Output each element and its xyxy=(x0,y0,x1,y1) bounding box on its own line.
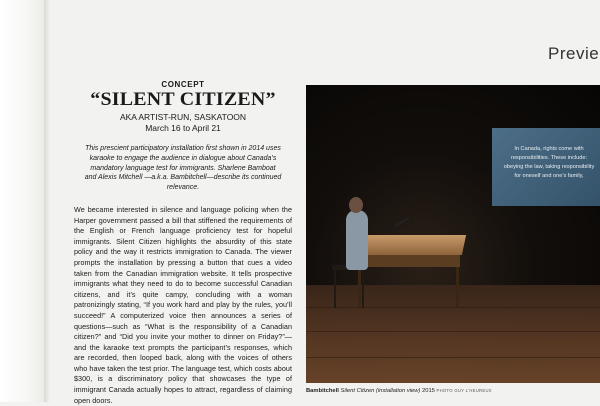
stool-leg xyxy=(362,270,364,308)
floor-plank xyxy=(306,357,600,358)
photo-floor xyxy=(306,285,600,383)
gutter-shadow xyxy=(44,0,50,402)
caption-work: Silent Citizen (installation view) xyxy=(340,388,421,394)
facing-page-edge xyxy=(0,0,44,402)
installation-photo xyxy=(306,85,600,383)
desk-top xyxy=(352,235,466,255)
article-venue: AKA ARTIST-RUN, SASKATOON xyxy=(119,112,247,122)
photo-caption xyxy=(306,388,492,394)
microphone xyxy=(395,217,410,227)
caption-year: 2015 xyxy=(422,388,435,394)
stool-leg xyxy=(334,270,336,308)
participant-figure xyxy=(346,210,368,270)
article xyxy=(74,80,292,406)
projection-text: In Canada, rights come with responsibilities. These include: obeying the law, taking responsibility for oneself and one’s family, xyxy=(503,146,595,179)
article-dates: March 16 to April 21 xyxy=(145,123,221,133)
floor-plank xyxy=(306,307,600,308)
desk-front xyxy=(352,255,460,267)
article-title: “SILENT CITIZEN” xyxy=(90,89,276,110)
article-body: We became interested in silence and language policing when the Harper government passed a bill that stiffened the requirements of the English or French language proficiency test for hopeful immigrants. Silent Citizen highlights the absurdity of this state policy and the way it restricts immigration to Canada. The viewer prompts the installation by pressing a button that cues a video taken from the Canadian immigration website. It tells prospective immigrants what they need to do to become successful Canadian citizens, and it’s quite campy, concluding with a woman patronizingly stating, “If you work hard and play by the rules, you’ll succeed!” A computerized voice then announces a series of questions—such as “What is the responsibility of a Canadian citizen?” and “Did you invite your mother to dinner on Friday?”—and the karaoke text prompts the participant’s responses, which are recorded, then looped back, along with the voices of others who have taken the test prior. The language test, which costs about $300, is a discriminatory policy that showcases the type of immigrant Canada actually hopes to attract, regardless of claiming open doors. xyxy=(74,204,292,405)
section-title: Previe xyxy=(548,44,600,63)
caption-artist: Bambitchell xyxy=(306,388,339,394)
desk-leg xyxy=(456,267,459,307)
floor-plank xyxy=(306,331,600,332)
article-kicker: CONCEPT xyxy=(161,80,205,89)
participant-head xyxy=(349,197,363,213)
caption-credit: PHOTO GUY L’HEUREUX xyxy=(436,388,492,393)
article-deck: This prescient participatory installation first shown in 2014 uses karaoke to engage the audience in dialogue about Canada’s mandatory language test for immigrants. Sharlene Bamboat and Alexis Mitchell —a.k.a. Bambitchell—describe its continued relevance. xyxy=(84,145,282,192)
desk-leg xyxy=(358,267,361,307)
